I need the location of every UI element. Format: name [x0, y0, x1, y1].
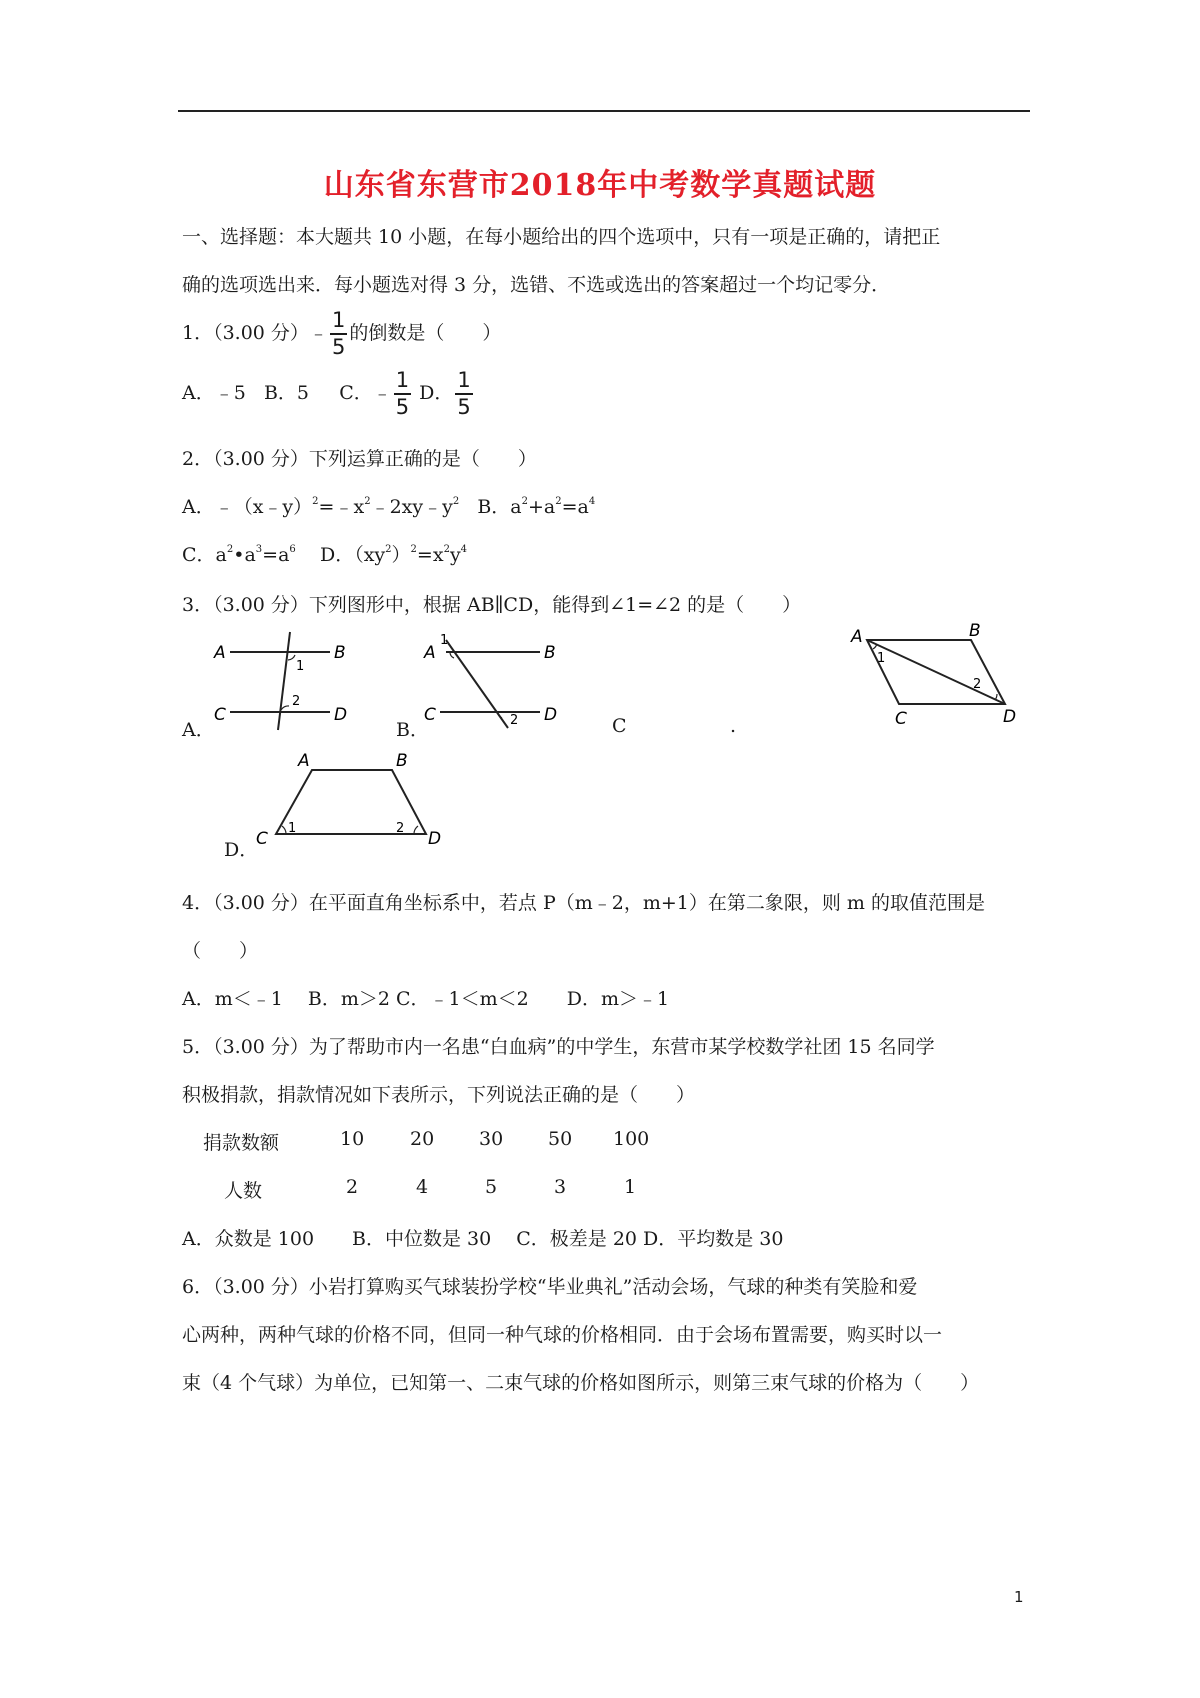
question-1-suffix: 的倒数是（ ）: [349, 322, 502, 344]
svg-text:C: C: [214, 705, 226, 725]
svg-text:B: B: [396, 752, 408, 771]
svg-text:A: A: [851, 627, 863, 647]
table-cell: 2: [346, 1176, 359, 1198]
question-1-neg: ﹣: [308, 322, 328, 344]
page-title: 山东省东营市2018年中考数学真题试题: [323, 168, 877, 203]
table-row-header: 人数: [224, 1180, 263, 1202]
fraction-numerator: 1: [455, 370, 472, 395]
figure-option-b: [420, 630, 580, 744]
svg-text:B: B: [969, 622, 981, 641]
header-rule: [178, 110, 1030, 112]
table-cell: 100: [613, 1128, 650, 1150]
question-3-option-c-dot: .: [730, 715, 737, 737]
table-cell: 20: [410, 1128, 435, 1150]
svg-text:A: A: [214, 643, 226, 663]
svg-text:1: 1: [296, 659, 305, 674]
fraction-denominator: 5: [395, 395, 410, 419]
table-row-header: 捐款数额: [203, 1132, 280, 1154]
svg-text:2: 2: [292, 694, 301, 709]
question-2-option-b: B．a: [477, 496, 522, 518]
question-2-option-d: D．（xy: [319, 544, 386, 566]
fraction-one-fifth: [330, 310, 347, 358]
figure-option-c: [845, 622, 1035, 736]
svg-text:D: D: [428, 829, 442, 849]
svg-text:C: C: [895, 709, 907, 729]
figure-option-a: [210, 630, 370, 744]
question-6-stem-line1: 6．（3.00 分）小岩打算购买气球装扮学校“毕业典礼”活动会场，气球的种类有笑脸和爱: [182, 1276, 918, 1298]
svg-text:2: 2: [973, 677, 982, 692]
question-1-stem: [182, 310, 501, 358]
svg-text:D: D: [544, 705, 558, 725]
question-4-stem-line1: 4．（3.00 分）在平面直角坐标系中，若点 P（m﹣2，m+1）在第二象限，则 m 的取值范围是: [182, 892, 985, 914]
section-intro-line2: 确的选项选出来．每小题选对得 3 分，选错、不选或选出的答案超过一个均记零分．: [182, 274, 891, 296]
question-5-stem-line1: 5．（3.00 分）为了帮助市内一名患“白血病”的中学生，东营市某学校数学社团 15 名同学: [182, 1036, 935, 1058]
svg-text:A: A: [298, 752, 310, 771]
question-6-stem-line2: 心两种，两种气球的价格不同，但同一种气球的价格相同．由于会场布置需要，购买时以一: [182, 1324, 943, 1346]
question-4-stem-line2: （ ）: [182, 940, 259, 962]
table-cell: 1: [624, 1176, 637, 1198]
question-6-stem-line3: 束（4 个气球）为单位，已知第一、二束气球的价格如图所示，则第三束气球的价格为（ ）: [182, 1372, 980, 1394]
question-3-option-c: C: [612, 715, 627, 737]
page-number: 1: [1014, 1588, 1024, 1606]
figure-option-d: [250, 752, 450, 856]
table-cell: 5: [485, 1176, 498, 1198]
question-1-option-c-prefix: C．﹣: [339, 382, 392, 404]
question-2-stem: 2．（3.00 分）下列运算正确的是（ ）: [182, 448, 537, 470]
svg-text:1: 1: [288, 821, 297, 836]
question-3-option-a: A．: [182, 719, 215, 741]
question-1-option-a: A．﹣5: [182, 382, 246, 404]
question-3-option-b: B．: [396, 719, 429, 741]
question-2-option-c: C．a: [182, 544, 227, 566]
question-2-option-a: A．﹣（x﹣y）: [182, 496, 313, 518]
question-3-option-d: D．: [224, 839, 259, 861]
svg-text:2: 2: [396, 821, 405, 836]
svg-text:A: A: [424, 643, 436, 663]
fraction-numerator: 1: [330, 310, 347, 335]
fraction-numerator: 1: [394, 370, 411, 395]
question-4-options: A．m＜﹣1 B．m＞2 C．﹣1＜m＜2 D．m＞﹣1: [182, 988, 670, 1010]
question-1-option-b: B．5: [263, 382, 309, 404]
svg-text:1: 1: [440, 633, 449, 648]
question-5-options: A．众数是 100 B．中位数是 30 C．极差是 20 D．平均数是 30: [182, 1228, 784, 1250]
fraction-option-d: [455, 370, 472, 418]
svg-text:2: 2: [510, 713, 519, 728]
question-3-stem: 3．（3.00 分）下列图形中，根据 AB∥CD，能得到∠1=∠2 的是（ ）: [182, 594, 802, 616]
fraction-denominator: 5: [331, 335, 346, 359]
table-cell: 10: [340, 1128, 365, 1150]
svg-text:1: 1: [877, 651, 886, 666]
question-1-option-d-prefix: D．: [419, 382, 454, 404]
table-cell: 4: [416, 1176, 429, 1198]
section-intro-line1: 一、选择题：本大题共 10 小题，在每小题给出的四个选项中，只有一项是正确的，请把正: [182, 226, 941, 248]
question-1-options: [182, 370, 475, 418]
svg-text:C: C: [424, 705, 436, 725]
question-5-stem-line2: 积极捐款，捐款情况如下表所示，下列说法正确的是（ ）: [182, 1084, 696, 1106]
table-cell: 30: [479, 1128, 504, 1150]
question-2-options-cd: C．$a^2•a^3=a^6$ D．$(xy^2)^2=x^2y^4$: [182, 544, 468, 566]
fraction-denominator: 5: [457, 395, 471, 419]
fraction-option-c: [394, 370, 411, 418]
svg-text:B: B: [334, 643, 346, 663]
table-cell: 3: [554, 1176, 567, 1198]
svg-text:D: D: [334, 705, 348, 725]
svg-text:D: D: [1003, 707, 1017, 727]
svg-text:B: B: [544, 643, 556, 663]
question-1-prefix: 1．（3.00 分）: [182, 322, 309, 344]
table-cell: 50: [548, 1128, 573, 1150]
question-2-options-ab: A．$﹣(x﹣y)^2=﹣x^2﹣2xy﹣y^2$ B．$a^2+a^2=a^4$: [182, 496, 596, 518]
svg-text:C: C: [256, 829, 268, 849]
